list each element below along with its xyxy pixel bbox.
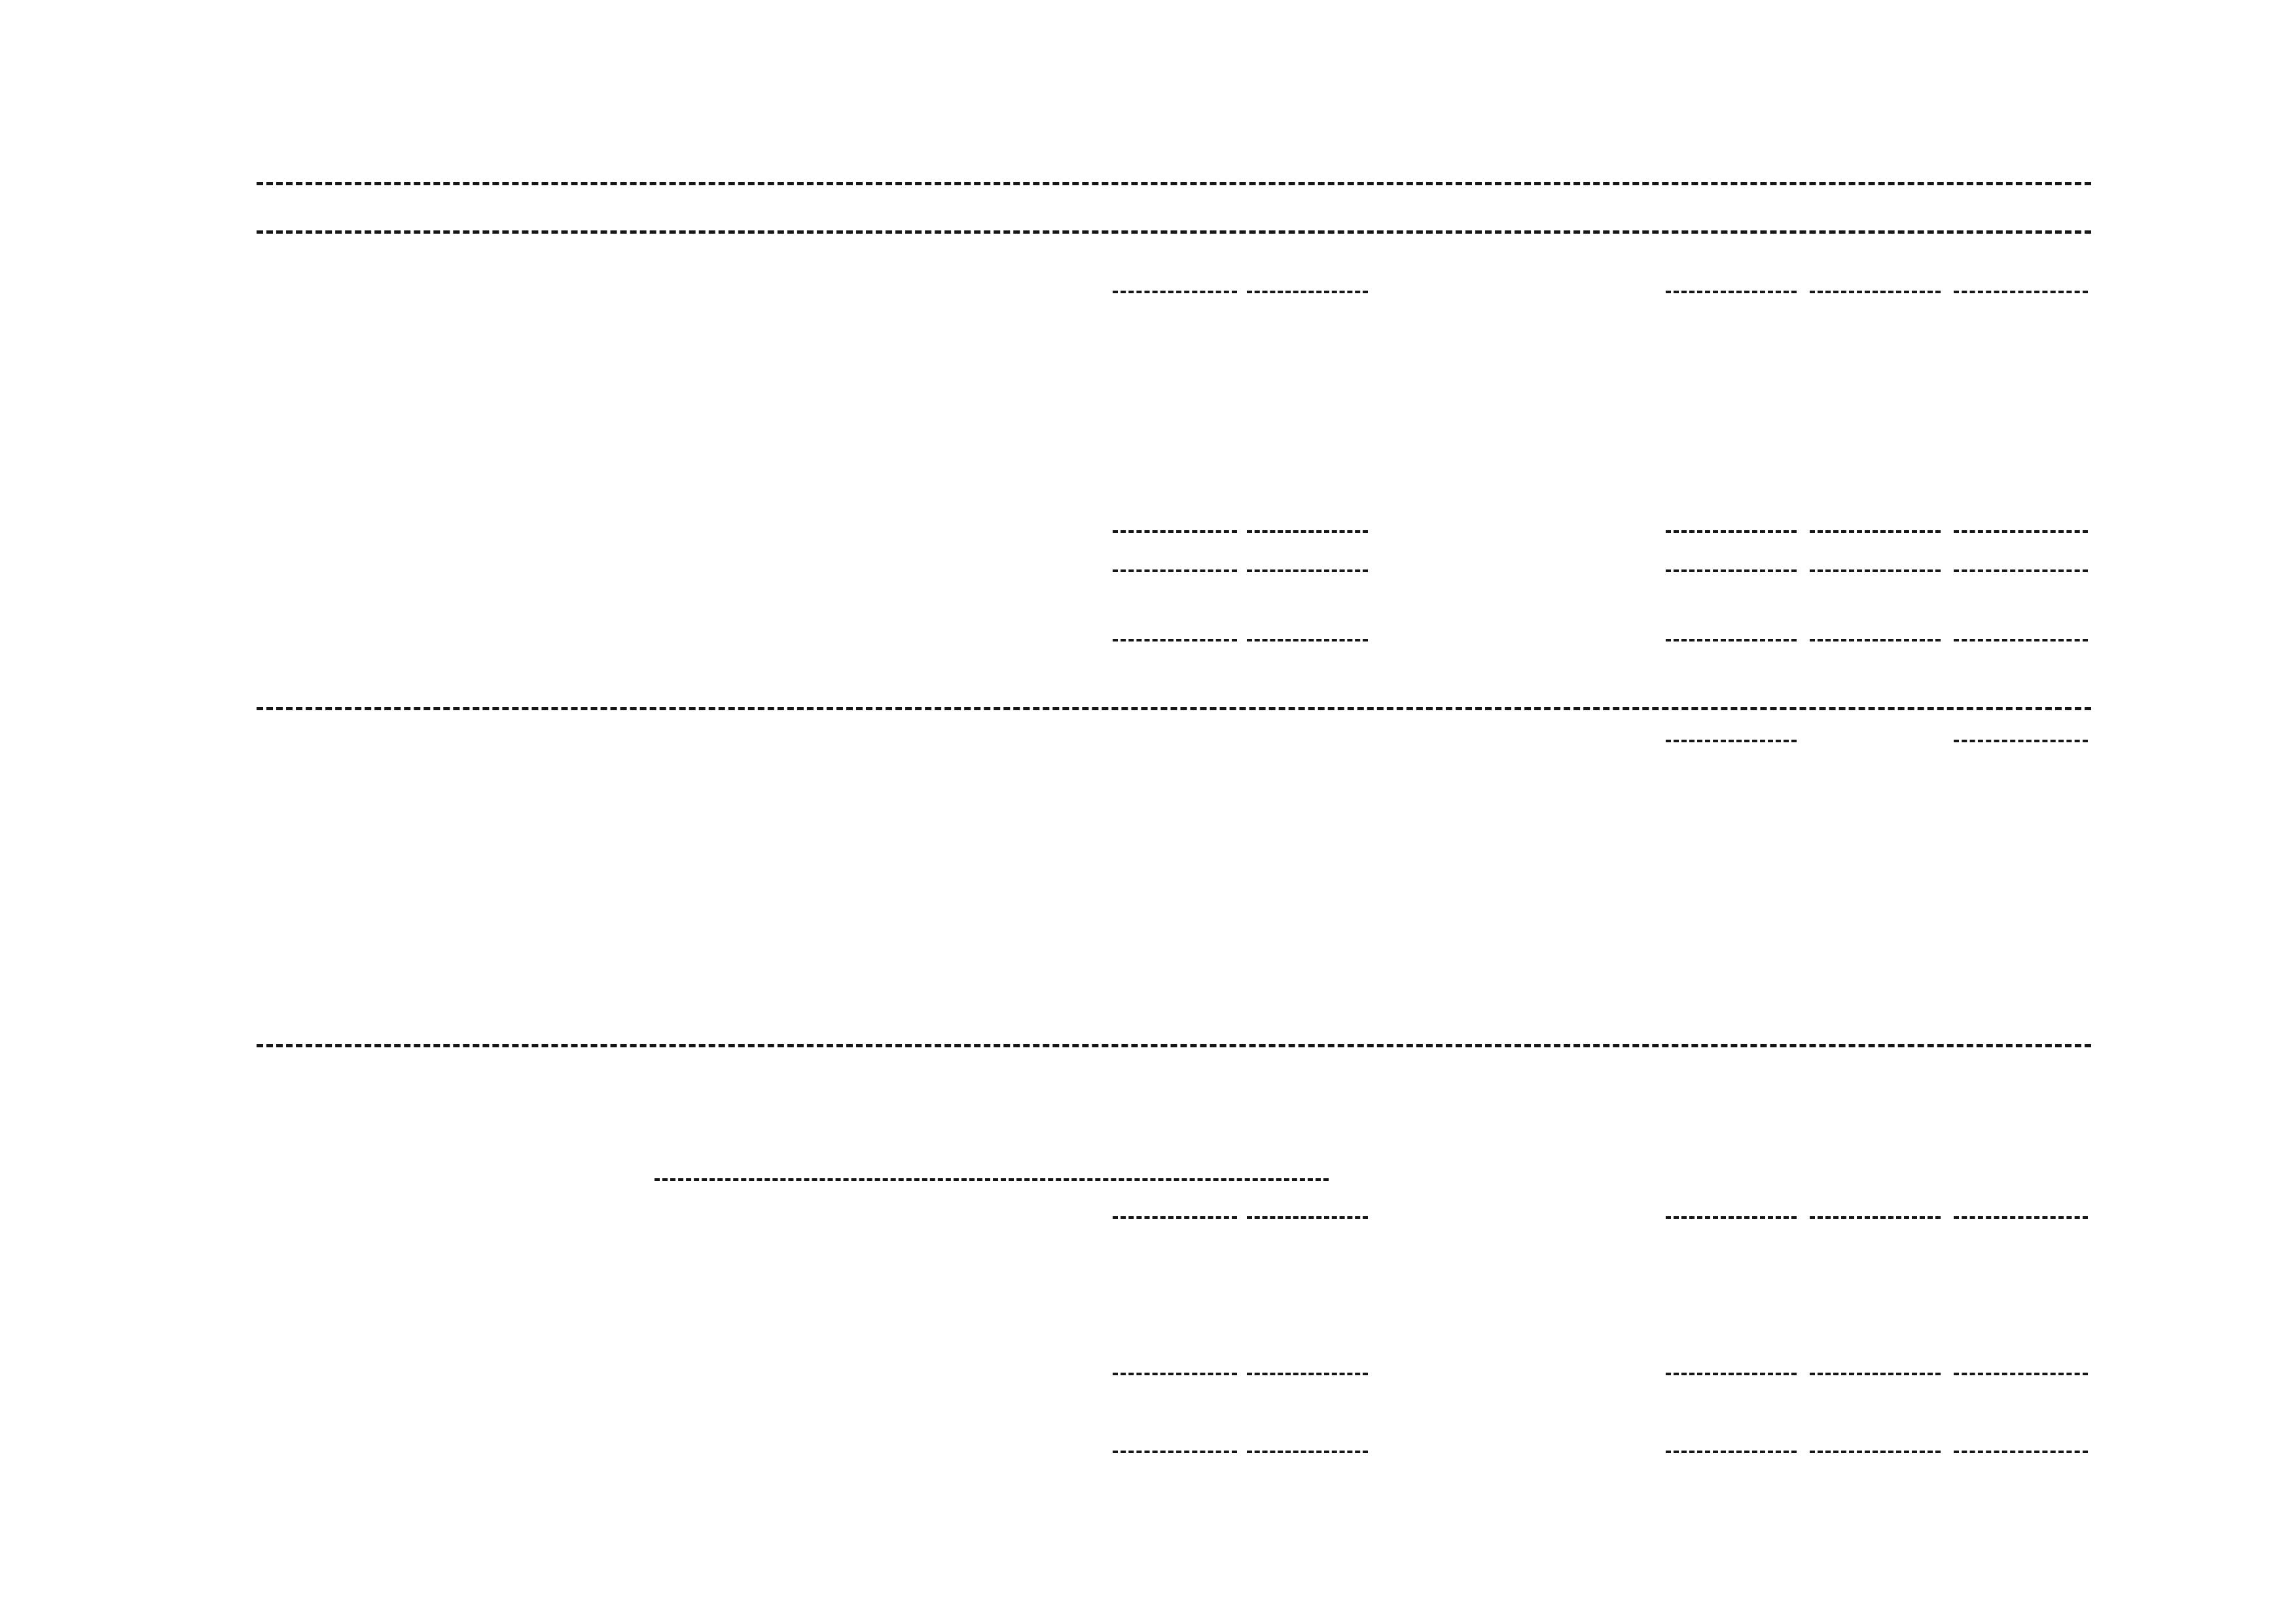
direct-sub-rule-col9 — [1666, 740, 1797, 742]
sub-rule-col10 — [1810, 569, 1941, 572]
sub-rule-col10 — [1810, 639, 1941, 641]
sub-rule-col11 — [1954, 291, 2088, 293]
sub-rule-col5 — [1113, 639, 1237, 641]
sub-rule-col9 — [1666, 1451, 1797, 1453]
sub-rule-col9 — [1666, 1216, 1797, 1219]
sub-rule-col6 — [1247, 291, 1368, 293]
sub-rule-col5 — [1113, 530, 1237, 533]
top-rule — [257, 182, 2091, 185]
sub-rule-col9 — [1666, 530, 1797, 533]
section-total-rule — [257, 1044, 2091, 1047]
sub-rule-col6 — [1247, 1373, 1368, 1375]
direct-sub-rule-col11 — [1954, 740, 2088, 742]
sub-rule-col11 — [1954, 639, 2088, 641]
sub-rule-col10 — [1810, 291, 1941, 293]
sub-rule-col10 — [1810, 1451, 1941, 1453]
header-rule — [257, 230, 2091, 234]
sub-rule-col11 — [1954, 1216, 2088, 1219]
sub-rule-col11 — [1954, 569, 2088, 572]
sub-rule-col10 — [1810, 1373, 1941, 1375]
sub-rule-col11 — [1954, 530, 2088, 533]
sub-rule-col5 — [1113, 1216, 1237, 1219]
sub-rule-col6 — [1247, 569, 1368, 572]
sub-rule-col10 — [1810, 530, 1941, 533]
sub-rule-col9 — [1666, 569, 1797, 572]
sub-rule-col9 — [1666, 1373, 1797, 1375]
sub-rule-col5 — [1113, 1373, 1237, 1375]
totals-rule — [257, 707, 2091, 710]
sub-rule-col9 — [1666, 639, 1797, 641]
sub-rule-col6 — [1247, 530, 1368, 533]
sub-rule-col6 — [1247, 639, 1368, 641]
sub-rule-col11 — [1954, 1451, 2088, 1453]
sub-rule-col5 — [1113, 291, 1237, 293]
sub-rule-col5 — [1113, 1451, 1237, 1453]
sub-rule-col6 — [1247, 1216, 1368, 1219]
sub-rule-col11 — [1954, 1373, 2088, 1375]
section-8-underline — [655, 1178, 1329, 1181]
sub-rule-col10 — [1810, 1216, 1941, 1219]
sub-rule-col9 — [1666, 291, 1797, 293]
sub-rule-col6 — [1247, 1451, 1368, 1453]
sub-rule-col5 — [1113, 569, 1237, 572]
